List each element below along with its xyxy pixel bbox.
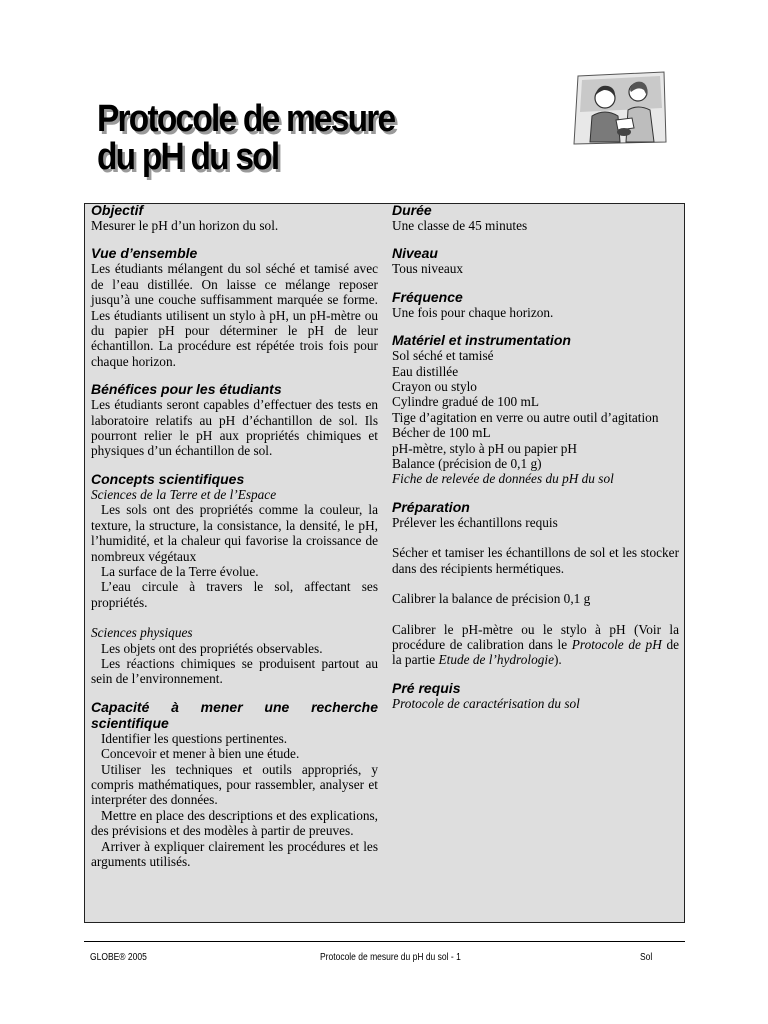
prep-text: ). xyxy=(553,652,562,668)
right-column xyxy=(392,199,679,711)
concept-item: Les sols ont des propriétés comme la couleur, la texture, la structure, la consistance, la densité, le pH, l’humidité, et la chaleur qui favorise la croissance de nombreux végétaux xyxy=(91,502,378,564)
capacite-item: Identifier les questions pertinentes. xyxy=(101,730,288,746)
capacite-item: Arriver à expliquer clairement les procédures et les arguments utilisés. xyxy=(91,838,378,869)
duree-text: Une classe de 45 minutes xyxy=(392,218,528,233)
footer-center: Protocole de mesure du pH du sol - 1 xyxy=(320,952,461,963)
preparation-step: Calibrer la balance de précision 0,1 g xyxy=(392,591,591,607)
niveau-text: Tous niveaux xyxy=(392,261,464,277)
preparation-step: Sécher et tamiser les échantillons de sol et les stocker dans des récipients hermétiques. xyxy=(392,545,679,576)
prep-text: Calibrer le pH-mètre ou le stylo à pH (Voir la procédure de calibration dans le xyxy=(392,621,679,652)
page-title xyxy=(97,100,394,176)
vue-heading: Vue d’ensemble xyxy=(91,245,198,262)
frequence-text: Une fois pour chaque horizon. xyxy=(392,304,554,320)
preparation-heading: Préparation xyxy=(392,498,470,515)
preparation-step: Prélever les échantillons requis xyxy=(392,514,558,530)
prerequis-heading: Pré requis xyxy=(392,679,461,696)
materiel-item: pH-mètre, stylo à pH ou papier pH xyxy=(392,440,578,456)
concept-item: La surface de la Terre évolue. xyxy=(101,563,259,579)
benefices-text: Les étudiants seront capables d’effectuer des tests en laboratoire relatifs au pH d’échantillon de sol. Ils pourront relier le pH aux propriétés chimiques et physiques d’un échantillon de sol. xyxy=(91,397,378,459)
hydrology-ref: Etude de l’hydrologie xyxy=(438,652,554,668)
concepts-heading: Concepts scientifiques xyxy=(91,470,245,487)
concept-item: Les objets ont des propriétés observables. xyxy=(101,640,323,656)
capacite-item: Mettre en place des descriptions et des explications, des prévisions et des modèles à partir de preuves. xyxy=(91,807,378,839)
materiel-item: Bécher de 100 mL xyxy=(392,425,491,441)
duree-heading: Durée xyxy=(392,202,432,218)
vue-text: Les étudiants mélangent du sol séché et tamisé avec de l’eau distillée. On laisse ce mélange reposer jusqu’à une couche suffisamment marquée se forme. Les étudiants utilisent un stylo à pH, un pH-mètre ou du papier pH pour déterminer le pH de leur échantillon. La procédure est répétée trois fois pour chaque horizon. xyxy=(91,261,378,369)
materiel-item: Crayon ou stylo xyxy=(392,379,477,395)
footer-rule xyxy=(84,941,685,942)
capacite-item: Utiliser les techniques et outils appropriés, y compris mathématiques, pour rassembler, analyser et interpréter des données. xyxy=(91,761,378,808)
materiel-heading: Matériel et instrumentation xyxy=(392,332,571,349)
prerequis-text: Protocole de caractérisation du sol xyxy=(392,695,580,711)
title-line-1: Protocole de mesure xyxy=(97,98,395,140)
preparation-step xyxy=(392,622,679,668)
niveau-heading: Niveau xyxy=(392,245,438,262)
objectif-text: Mesurer le pH d’un horizon du sol. xyxy=(91,218,279,233)
title-line-2: du pH du sol xyxy=(97,136,279,178)
concepts-subheading-physics: Sciences physiques xyxy=(91,625,193,641)
capacite-item: Concevoir et mener à bien une étude. xyxy=(101,746,300,762)
benefices-heading: Bénéfices pour les étudiants xyxy=(91,381,282,398)
footer-right: Sol xyxy=(640,952,653,963)
materiel-item: Sol séché et tamisé xyxy=(392,348,494,364)
concepts-subheading-earth: Sciences de la Terre et de l’Espace xyxy=(91,486,277,502)
materiel-item: Balance (précision de 0,1 g) xyxy=(392,456,542,472)
materiel-item: Eau distillée xyxy=(392,363,459,379)
frequence-heading: Fréquence xyxy=(392,288,463,305)
prep-text: de la partie xyxy=(392,636,680,668)
concept-item: L’eau circule à travers le sol, affectant ses propriétés. xyxy=(91,579,378,610)
capacite-heading: Capacité à mener une recherche scientifique xyxy=(91,698,378,731)
objectif-heading: Objectif xyxy=(91,202,144,218)
materiel-item: Tige d’agitation en verre ou autre outil d’agitation xyxy=(392,409,659,425)
concept-item: Les réactions chimiques se produisent partout au sein de l’environnement. xyxy=(91,655,378,687)
data-sheet-name: Fiche de relevée de données du pH du sol xyxy=(392,471,614,487)
materiel-item: Cylindre gradué de 100 mL xyxy=(392,394,539,410)
left-column xyxy=(91,199,378,869)
ph-protocol-ref: Protocole de pH xyxy=(571,636,662,652)
footer-left: GLOBE® 2005 xyxy=(90,952,147,963)
students-illustration xyxy=(568,68,668,146)
